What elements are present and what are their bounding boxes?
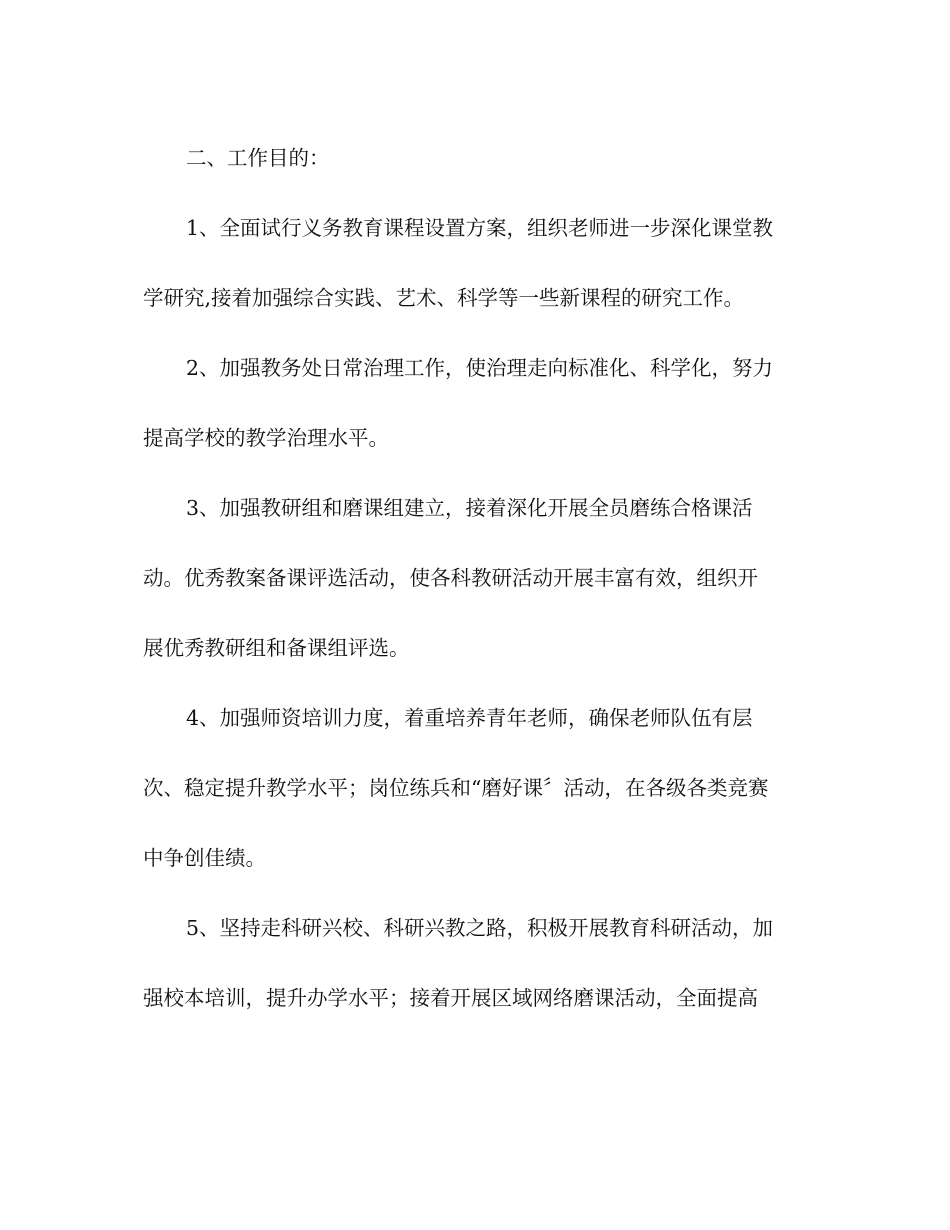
paragraph-3-line-2: 动。优秀教案备课评选活动，使各科教研活动开展丰富有效，组织开 — [143, 566, 758, 590]
paragraph-5-line-2: 强校本培训，提升办学水平；接着开展区域网络磨课活动，全面提高 — [143, 986, 758, 1010]
paragraph-4-line-3: 中争创佳绩。 — [143, 846, 266, 870]
paragraph-1-line-2: 学研究,接着加强综合实践、艺术、科学等一些新课程的研究工作。 — [143, 286, 745, 310]
paragraph-4-line-1: 4、加强师资培训力度，着重培养青年老师，确保老师队伍有层 — [186, 706, 753, 730]
paragraph-3-line-1: 3、加强教研组和磨课组建立，接着深化开展全员磨练合格课活 — [186, 496, 753, 520]
paragraph-2-line-1: 2、加强教务处日常治理工作，使治理走向标准化、科学化，努力 — [186, 356, 774, 380]
paragraph-1-line-1: 1、全面试行义务教育课程设置方案，组织老师进一步深化课堂教 — [186, 216, 774, 240]
paragraph-3-line-3: 展优秀教研组和备课组评选。 — [143, 636, 410, 660]
paragraph-5-line-1: 5、坚持走科研兴校、科研兴教之路，积极开展教育科研活动，加 — [186, 916, 774, 940]
paragraph-2-line-2: 提高学校的教学治理水平。 — [143, 426, 389, 450]
paragraph-4-line-2: 次、稳定提升教学水平；岗位练兵和“磨好课〞活动，在各级各类竞赛 — [143, 776, 769, 800]
document-body — [143, 128, 807, 1038]
section-heading: 二、工作目的： — [186, 146, 330, 170]
